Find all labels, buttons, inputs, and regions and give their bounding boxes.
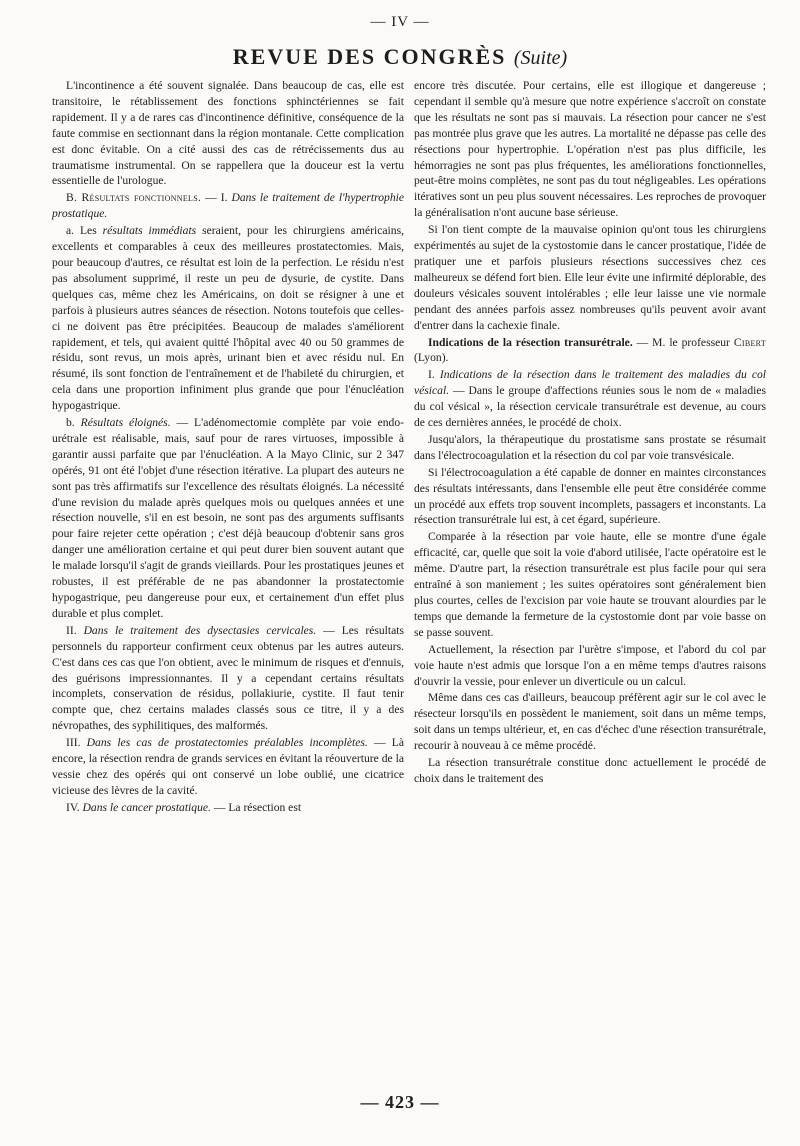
paragraph-dysectasies bbox=[52, 623, 404, 734]
author-name: Cibert bbox=[733, 335, 767, 349]
paragraph-maladies-col bbox=[414, 367, 766, 431]
text-body: — Les résultats personnels du rapporteur confirment ceux obtenus par les autres auteurs. C'est dans ces cas que l'on obtient, avec le minimum de risques et d'ennuis, des guérisons impressionnantes. Il y a cependant certains résultats incomplets, conservation de résidus, pollakiurie, cystite. Il faut tenir compte que, chez certains malades classés sous ce titre, il y a des névropathes, des syphilitiques, des malformés. bbox=[52, 623, 404, 733]
text-italic: Dans les cas de prostatectomies préalables incomplètes. bbox=[86, 736, 368, 750]
paragraph-jusqualors: Jusqu'alors, la thérapeutique du prostatisme sans prostate se résumait dans l'électrocoagulation et la résection du col par voie transvésicale. bbox=[414, 432, 766, 462]
paragraph-comparee: Comparée à la résection par voie haute, elle se montre d'une égale efficacité, car, quelle que soit la voie d'abord utilisée, l'acte opératoire est le même. D'autre part, la résection transurétrale est plus facile pour qui sera entraîné à son maniement ; les suites opératoires sont généralement bien plus courtes, celles de l'excision par voie haute se trouvant alourdies par le temps que demande la fermeture de la cystostomie dont par voie basse on se passe souvent. bbox=[414, 530, 766, 639]
text-body: seraient, pour les chirurgiens américains, excellents et comparables à ceux des meilleures prostatectomies. Mais, pour beaucoup d'autres, ce résultat est loin de la perfection. Le résidu n'est pas absolument supprimé, il reste un peu de dysurie, de cystite. Dans quelques cas, même chez les Américains, on doit se résigner à une et parfois à plusieurs autres séances de résection. Notons toutefois que celles-ci ne doivent pas être précipitées. Beaucoup de malades s'améliorent rapidement, et tels, qui avaient quitté l'hôpital avec 40 ou 50 grammes de résidu, sont revus, un mois après, urinant bien et avec résidu nul. En résumé, ils sont fonction de l'entraînement et de l'habileté du chirurgien, et cela dans une proportion infiniment plus grande que pour l'énucléation hypogastrique. bbox=[52, 224, 404, 413]
text-lead: a. Les bbox=[66, 224, 103, 238]
running-title-main: REVUE DES CONGRÈS bbox=[232, 44, 507, 69]
text-italic: Résultats éloignés. bbox=[80, 416, 171, 430]
section-title-bold: Indications de la résection transurétrale. bbox=[428, 335, 633, 349]
text-lead: I. bbox=[428, 368, 440, 382]
paragraph-meme-dans-ces-cas: Même dans ces cas d'ailleurs, beaucoup préfèrent agir sur le col avec le résecteur lorsqu'ils en possèdent le maniement, soit dans un même temps, soit dans un temps ultérieur, et, en cas d'échec d'une résection transurétrale, recourir à nouveau à ce même procédé. bbox=[414, 691, 766, 753]
text-body: (Lyon). bbox=[414, 351, 449, 365]
page-number: — 423 — bbox=[360, 1092, 440, 1112]
paragraph-cancer-continued: encore très discutée. Pour certains, elle est illogique et dangereuse ; cependant il semble qu'à mesure que notre expérience s'accroît on constate que les résultats ne sont pas si mauvais. La résection pour cancer ne s'est pas montrée plus grave que les autres. La mortalité ne dépasse pas celle des résections pour hypertrophie. L'opération n'est pas plus difficile, les hémorragies ne sont pas plus fréquentes, les améliorations fonctionnelles, peut-être moins complètes, ne sont pas du tout négligeables. Les opérations itératives sont un peu plus souvent nécessaires. Les reproches de provoquer la généralisation n'ont aucune base sérieuse. bbox=[414, 79, 766, 220]
paragraph-conclusion: La résection transurétrale constitue donc actuellement le procédé de choix dans le traitement des bbox=[414, 756, 766, 785]
running-title-suffix: (Suite) bbox=[513, 47, 568, 69]
text-italic: Dans le traitement des dysectasies cervicales. bbox=[83, 623, 317, 637]
text-body: — M. le professeur bbox=[632, 335, 734, 349]
paragraph-electrocoagulation: Si l'électrocoagulation a été capable de donner en maintes circonstances des résultats intéressants, dans l'ensemble elle peut être considérée comme un procédé aux effets trop souvent incomplets, passagers et inconstants. La résection transurétrale lui est, à cet égard, supérieure. bbox=[414, 465, 766, 527]
text-body: — Là encore, la résection rendra de grands services en évitant la réouverture de la vessie chez des opérés qui ont conservé un lobe oublié, une cicatrice vicieuse des lèvres de la cavité. bbox=[52, 736, 404, 797]
roman-folio: — IV — bbox=[370, 14, 430, 30]
text-body: — Dans le groupe d'affections réunies sous le nom de « maladies du col vésical », la résection cervicale transurétrale est devenue, au cours de ces dernières années, le procédé de choix. bbox=[414, 384, 766, 430]
paragraph-resultats-eloignes bbox=[52, 415, 404, 622]
text-lead: b. bbox=[66, 416, 81, 430]
section-subtitle: Dans le traitement de l'hypertrophie prostatique. bbox=[52, 191, 404, 221]
running-title bbox=[0, 44, 800, 70]
right-column bbox=[414, 78, 766, 788]
paragraph-cystostomie: Si l'on tient compte de la mauvaise opinion qu'ont tous les chirurgiens expérimentés au sujet de la cystostomie dans le cancer prostatique, l'idée de pratiquer une et parfois plusieurs résections successives chez ces malheureux se défend fort bien. Elle leur évite une infirmité déplorable, des douleurs vésicales souvent intolérables ; elle leur laisse une vie normale pendant des années parfois assez nombreuses qu'ils peuvent avoir avant d'entrer dans la cachexie finale. bbox=[414, 223, 766, 332]
text-body: — La résection est bbox=[210, 800, 302, 814]
section-heading-resultats-fonctionnels bbox=[52, 190, 404, 222]
paragraph-prostatectomies-incompletes bbox=[52, 735, 404, 799]
text-lead: III. bbox=[66, 736, 87, 750]
paragraph-actuellement: Actuellement, la résection par l'urètre s'impose, et l'abord du col par voie haute n'est admis que lorsque l'on a en même temps d'autres raisons d'ouvrir la vessie, pour enlever un diverticule ou un calcul. bbox=[414, 642, 766, 688]
section-dash: — I. bbox=[201, 191, 232, 205]
paragraph-cancer-prostatique bbox=[52, 800, 404, 816]
paragraph-incontinence: L'incontinence a été souvent signalée. Dans beaucoup de cas, elle est transitoire, le rétablissement des fonctions sphinctériennes se fait rapidement. Il y a de rares cas d'incontinence définitive, conséquence de la faute commise en sectionnant dans la région montanale. Cette complication est donc évitable. On a cité aussi des cas de rétrécissements dus au traumatisme instrumental. On se rappellera que la douceur est la vertu essentielle de l'urologue. bbox=[52, 79, 404, 188]
section-label: B. Résultats fonctionnels. bbox=[66, 191, 202, 205]
text-lead: IV. bbox=[66, 800, 83, 814]
text-body: — L'adénomectomie complète par voie endo-urétrale est réalisable, mais, sauf pour de rares virtuoses, impossible à garantir aussi parfaite que par l'énucléation. A la Mayo Clinic, sur 2 347 opérés, 91 ont été l'objet d'une résection itérative. La plupart des auteurs ne sont pas très affirmatifs sur l'excellence des résultats éloignés. La nécessité d'une revision du malade après quelques mois ou quelques années et une résection nouvelle, s'il en est besoin, ne sont pas des arguments suffisants pour faire rejeter cette opération ; c'est déjà beaucoup d'obtenir sans gros danger une amélioration certaine et qui peut durer bien souvent autant que le malade lorsqu'il s'agit de grands vieillards. Pour les prostatiques jeunes et robustes, il est préférable de ne pas abandonner la prostatectomie hypogastrique, peu dangereuse pour eux, et certainement d'un effet plus durable et plus complet. bbox=[52, 416, 404, 620]
text-lead: II. bbox=[66, 623, 84, 637]
text-italic: Dans le cancer prostatique. bbox=[82, 800, 211, 814]
text-italic: résultats immédiats bbox=[102, 224, 197, 238]
text-italic: Indications de la résection dans le traitement des maladies du col vésical. bbox=[414, 368, 766, 398]
section-heading-indications bbox=[414, 335, 766, 367]
paragraph-resultats-immediats bbox=[52, 223, 404, 414]
left-column bbox=[52, 78, 404, 817]
